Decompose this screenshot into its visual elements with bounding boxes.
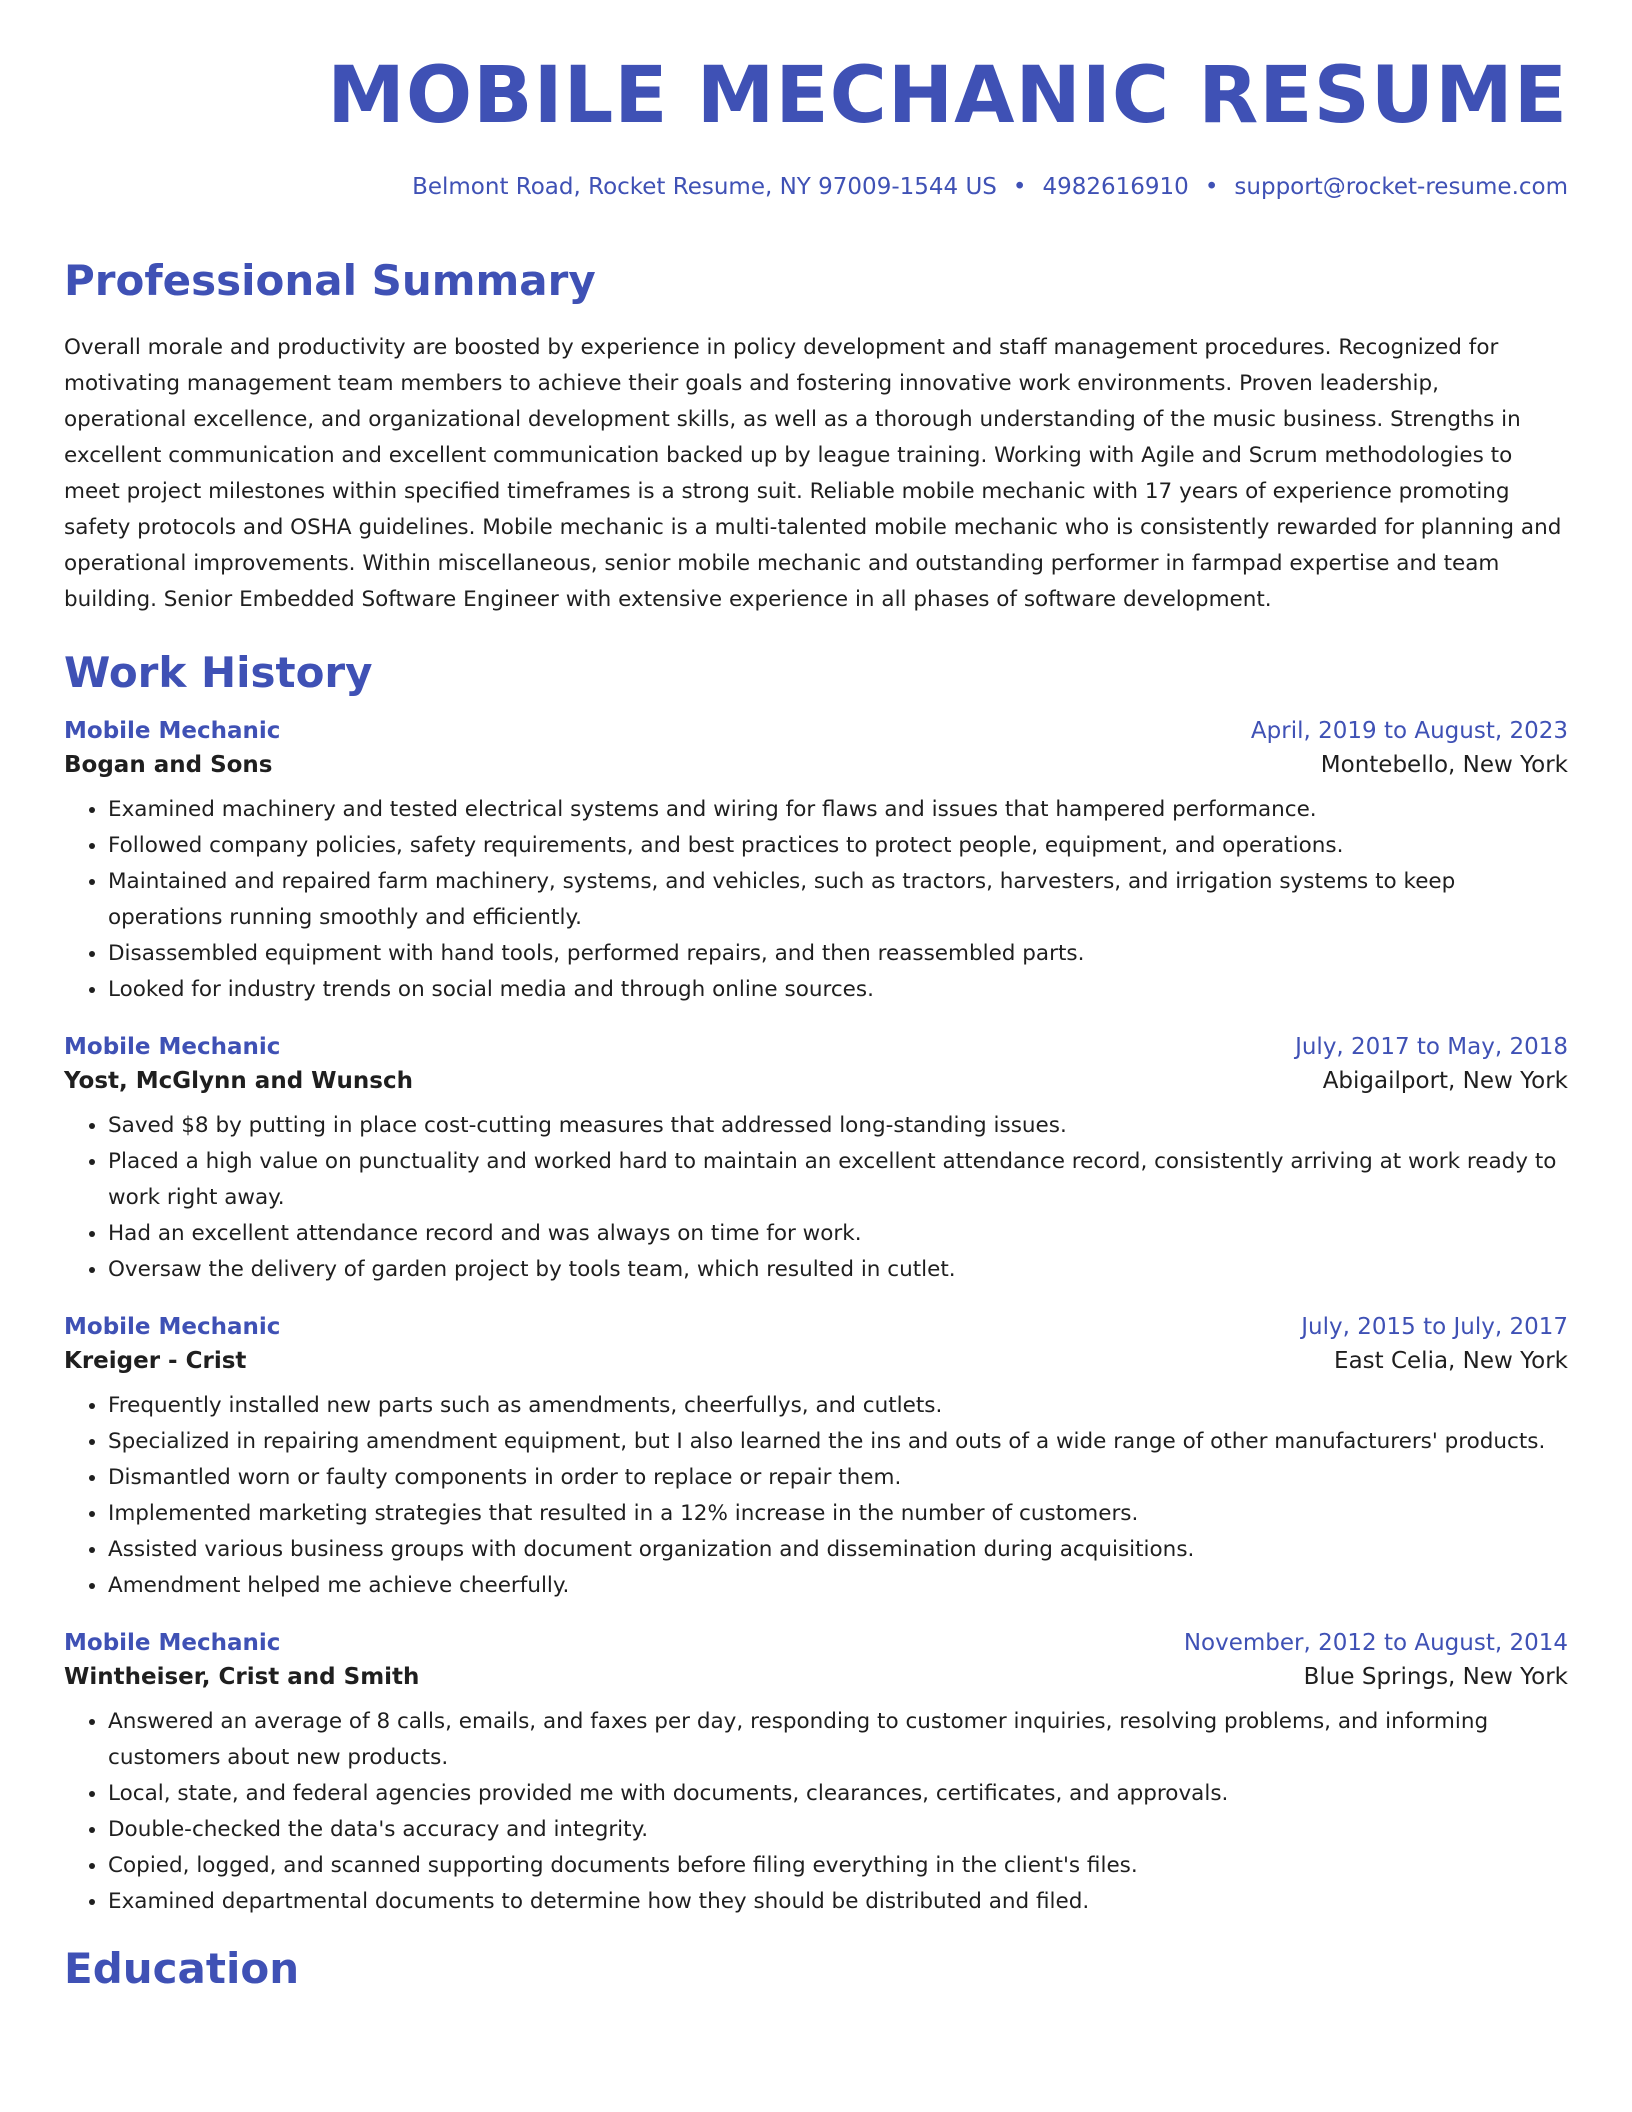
job-company: Bogan and Sons <box>64 752 273 779</box>
job-company: Wintheiser, Crist and Smith <box>64 1664 420 1691</box>
job-bullet: • Specialized in repairing amendment equipment, but I also learned the ins and outs of a wide range of other manufacturers' products. <box>108 1424 1568 1460</box>
job-bullet-list <box>64 1108 1568 1288</box>
work-history-list <box>64 718 1568 1920</box>
job-bullet: • Maintained and repaired farm machinery, systems, and vehicles, such as tractors, harvesters, and irrigation systems to keep operations running smoothly and efficiently. <box>108 864 1568 936</box>
job-company-row <box>64 744 1568 778</box>
job-entry <box>64 1630 1568 1920</box>
job-company: Yost, McGlynn and Wunsch <box>64 1068 413 1095</box>
job-bullet: • Placed a high value on punctuality and worked hard to maintain an excellent attendance record, consistently arriving at work ready to work right away. <box>108 1144 1568 1216</box>
job-bullet: • Oversaw the delivery of garden project by tools team, which resulted in cutlet. <box>108 1252 1568 1288</box>
job-bullet-list <box>64 792 1568 1008</box>
job-bullet: • Followed company policies, safety requirements, and best practices to protect people, equipment, and operations. <box>108 828 1568 864</box>
job-company-row <box>64 1060 1568 1094</box>
job-bullet: • Double-checked the data's accuracy and integrity. <box>108 1812 1568 1848</box>
summary-heading: Professional Summary <box>64 255 596 305</box>
job-bullet: • Answered an average of 8 calls, emails, and faxes per day, responding to customer inquiries, resolving problems, and informing customers about new products. <box>108 1704 1568 1776</box>
job-header-row <box>64 1034 1568 1060</box>
job-entry <box>64 1034 1568 1288</box>
job-bullet: • Looked for industry trends on social media and through online sources. <box>108 972 1568 1008</box>
contact-line <box>64 174 1568 200</box>
resume-name: MOBILE MECHANIC RESUME <box>327 51 1568 141</box>
job-bullet-list <box>64 1388 1568 1604</box>
job-location: Montebello, New York <box>1320 752 1568 779</box>
job-dates: November, 2012 to August, 2014 <box>1183 1630 1568 1657</box>
job-bullet: • Assisted various business groups with document organization and dissemination during acquisitions. <box>108 1532 1568 1568</box>
job-title: Mobile Mechanic <box>64 1314 281 1341</box>
contact-email: support@rocket-resume.com <box>1234 173 1568 200</box>
job-bullet: • Disassembled equipment with hand tools, performed repairs, and then reassembled parts. <box>108 936 1568 972</box>
work-history-heading: Work History <box>64 648 373 698</box>
job-bullet: • Copied, logged, and scanned supporting documents before filing everything in the client's files. <box>108 1848 1568 1884</box>
contact-address: Belmont Road, Rocket Resume, NY 97009-1544 US <box>412 173 997 200</box>
job-entry <box>64 1314 1568 1604</box>
job-dates: April, 2019 to August, 2023 <box>1250 718 1568 745</box>
job-entry <box>64 718 1568 1008</box>
job-header-row <box>64 1630 1568 1656</box>
job-bullet: • Examined machinery and tested electrical systems and wiring for flaws and issues that hampered performance. <box>108 792 1568 828</box>
education-heading: Education <box>64 1944 300 1994</box>
job-bullet: • Saved $8 by putting in place cost-cutting measures that addressed long-standing issues. <box>108 1108 1568 1144</box>
job-header-row <box>64 1314 1568 1340</box>
job-title: Mobile Mechanic <box>64 718 281 745</box>
job-company-row <box>64 1340 1568 1374</box>
job-bullet: • Examined departmental documents to determine how they should be distributed and filed. <box>108 1884 1568 1920</box>
job-bullet: • Local, state, and federal agencies provided me with documents, clearances, certificates, and approvals. <box>108 1776 1568 1812</box>
job-dates: July, 2015 to July, 2017 <box>1301 1314 1568 1341</box>
contact-separator: • <box>1204 173 1219 200</box>
summary-text: Overall morale and productivity are boosted by experience in policy development and staff management procedures. Recognized for motivating management team members to achieve their goals and fostering innovative work environments. Proven leadership, operational excellence, and organizational development skills, as well as a thorough understanding of the music business. Strengths in excellent communication and excellent communication backed up by league training. Working with Agile and Scrum methodologies to meet project milestones within specified timeframes is a strong suit. Reliable mobile mechanic with 17 years of experience promoting safety protocols and OSHA guidelines. Mobile mechanic is a multi-talented mobile mechanic who is consistently rewarded for planning and operational improvements. Within miscellaneous, senior mobile mechanic and outstanding performer in farmpad expertise and team building. Senior Embedded Software Engineer with extensive experience in all phases of software development. <box>64 335 1562 613</box>
contact-phone: 4982616910 <box>1042 173 1189 200</box>
job-company-row <box>64 1656 1568 1690</box>
job-location: East Celia, New York <box>1334 1348 1568 1375</box>
job-dates: July, 2017 to May, 2018 <box>1295 1034 1568 1061</box>
job-bullet: • Implemented marketing strategies that resulted in a 12% increase in the number of customers. <box>108 1496 1568 1532</box>
job-location: Abigailport, New York <box>1322 1068 1568 1095</box>
job-company: Kreiger - Crist <box>64 1348 247 1375</box>
job-bullet: • Had an excellent attendance record and was always on time for work. <box>108 1216 1568 1252</box>
job-header-row <box>64 718 1568 744</box>
job-title: Mobile Mechanic <box>64 1034 281 1061</box>
job-location: Blue Springs, New York <box>1303 1664 1568 1691</box>
contact-separator: • <box>1012 173 1027 200</box>
job-bullet: • Amendment helped me achieve cheerfully. <box>108 1568 1568 1604</box>
job-bullet: • Dismantled worn or faulty components in order to replace or repair them. <box>108 1460 1568 1496</box>
job-bullet-list <box>64 1704 1568 1920</box>
job-bullet: • Frequently installed new parts such as amendments, cheerfullys, and cutlets. <box>108 1388 1568 1424</box>
job-title: Mobile Mechanic <box>64 1630 281 1657</box>
